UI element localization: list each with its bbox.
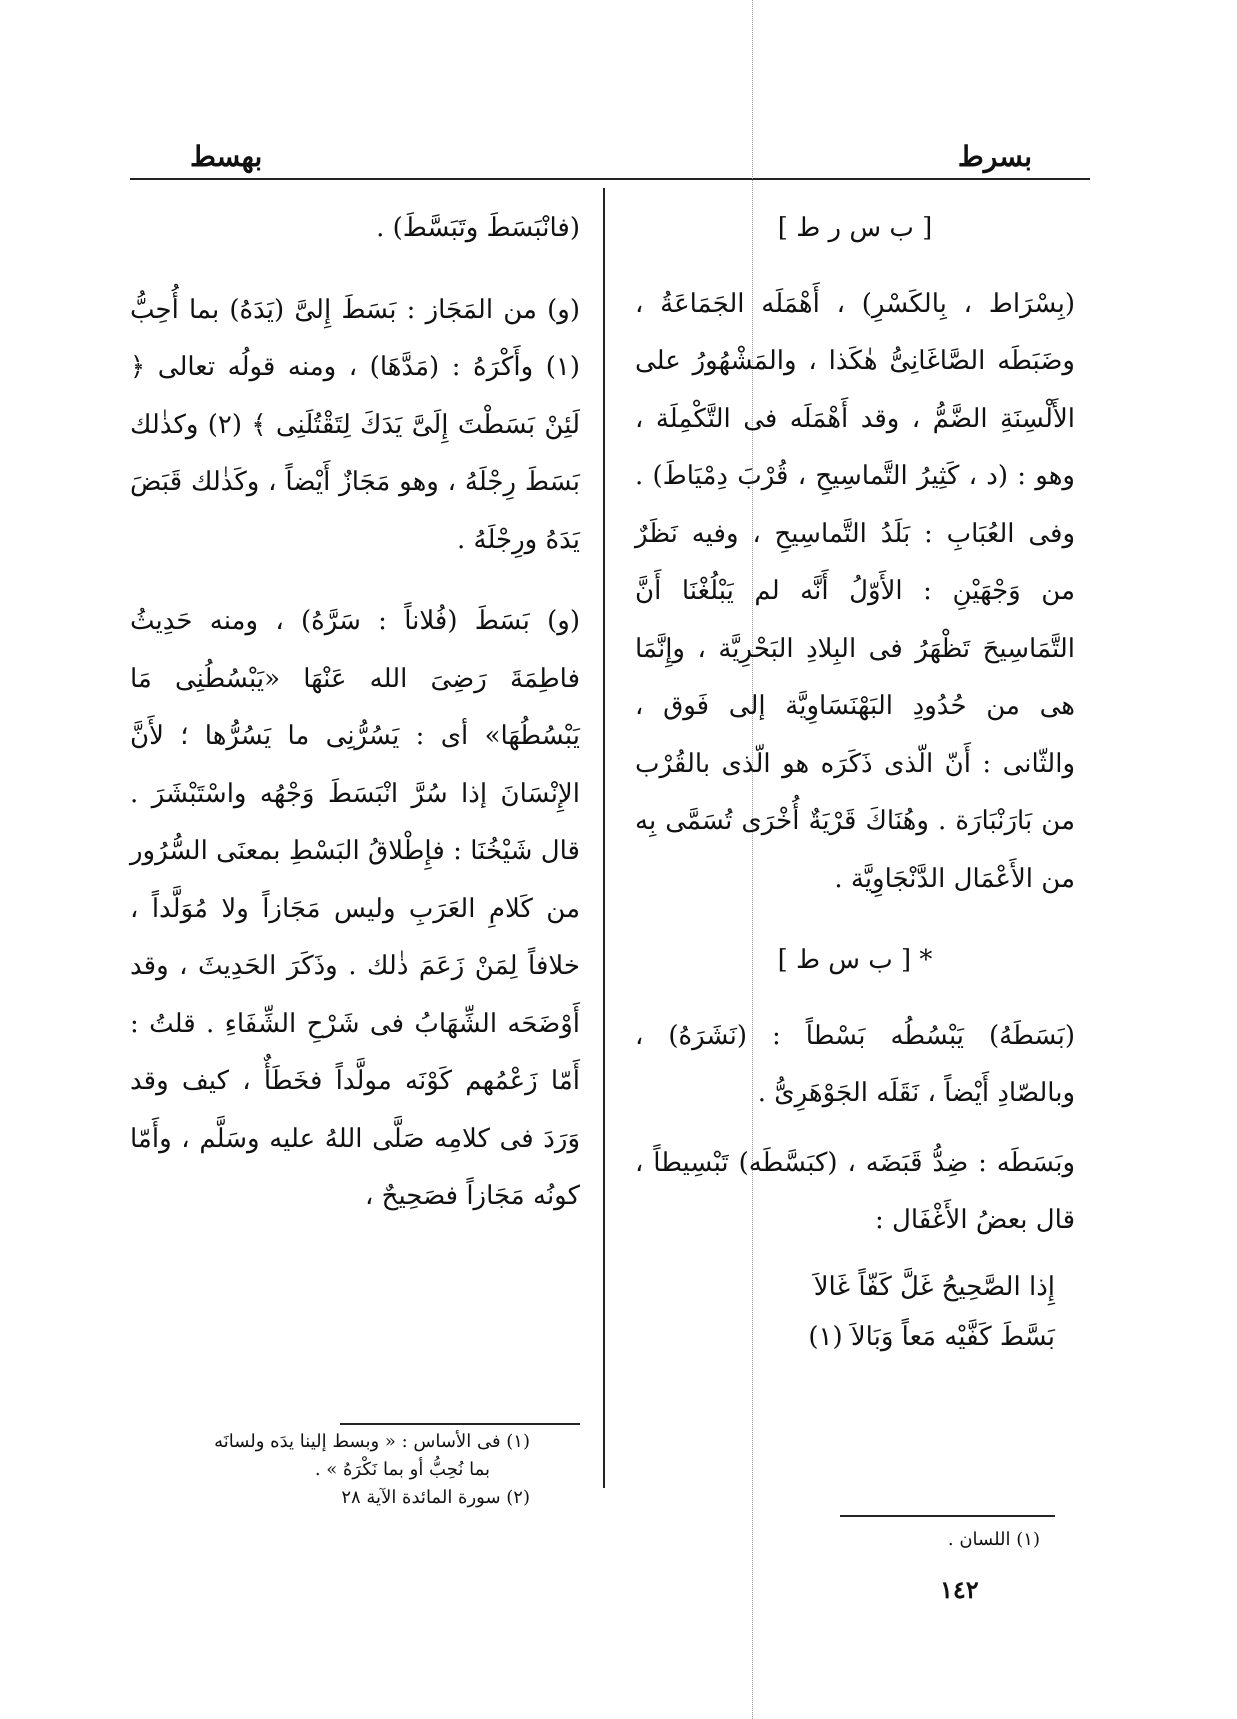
page-number: ١٤٢ [940,1575,979,1604]
footnote-1-line-2: بما نُحِبُّ أو بما نَكْرَهُ » . [314,1459,490,1480]
verse-line-2: بَسَّطَ كَفَّيْه مَعاً وَبَالاَ (١) [808,1321,1055,1352]
header-rule [130,178,1090,180]
entry-heading-bsrt: [ ب س ر ط ] [777,213,933,243]
entry-text-bsrt: (بِسْرَاط ، بِالكَسْرِ) ، أَهْمَلَه الجَمَاعَةُ ، وضَبَطَه الصَّاغَانِىُّ هٰكَذا ، والمَشْهُورُ على الأَلْسِنَةِ الضَّمُّ ، وقد أَهْمَلَه فى التَّكْمِلَة ، وهو : (د ، كَثِيرُ التَّماسِيحِ ، قُرْبَ دِمْيَاطَ) . وفى العُبَابِ : بَلَدُ التَّماسِيحِ ، وفيه نَظَرٌ من وَجْهَيْنِ : الأَوّلُ أَنَّه لم يَبْلُغْنَا أَنَّ التَّمَاسِيحَ تَظْهَرُ فى البِلادِ البَحْرِيَّة ، وإِنَّمَا هى من حُدُودِ البَهْنَسَاوِيَّة إلى فَوق ، والثّانى : أَنّ الّذى ذَكَرَه هو الّذى بالقُرْب من بَارَنْبَارَة . وهُنَاكَ قَرْيَةٌ أُخْرَى تُسَمَّى بِه من الأَعْمَال الدَّنْجَاوِيَّة . [635,288,1075,894]
header-root-left: بهسط [190,140,263,173]
footnotes-right [840,1526,1040,1554]
footnote-rule-left [340,1423,580,1425]
left-paragraph-1: (فانْبَسَطَ وتَبَسَّطَ) . [376,213,580,243]
footnote-rule-right [840,1515,1055,1517]
left-paragraph-3: (و) بَسَطَ (فُلاناً : سَرَّهُ) ، ومنه حَدِيثُ فاطِمَةَ رَضِىَ الله عَنْهَا «يَبْسُطُنِى مَا يَبْسُطُهَا» أى : يَسُرُّنِى ما يَسُرُّها ؛ لأَنَّ الإِنْسَانَ إذا سُرَّ انْبَسَطَ وَجْهُه واسْتَبْشَرَ . قال شَيْخُنَا : فإِطْلاقُ البَسْطِ بمعنَى السُّرُور من كَلامِ العَرَبِ وليس مَجَازاً ولا مُوَلَّداً ، خلافاً لِمَنْ زَعَمَ ذٰلك . وذَكَرَ الحَدِيثَ ، وقد أَوْضَحَه الشِّهَابُ فى شَرْحِ الشِّفَاءِ . قلتُ : أَمّا زَعْمُهم كَوْنَه مولَّداً فخَطَأٌ ، كيف وقد وَرَدَ فى كلامِه صَلَّى اللهُ عليه وسَلَّم ، وأَمّا كونُه مَجَازاً فصَحِيحٌ ، [130,606,580,1211]
footnote-right-1: (١) اللسان . [947,1529,1040,1550]
verse-line-1: إِذا الصَّحِيحُ غَلَّ كَفّاً غَالاَ [813,1271,1055,1302]
verse [635,1262,1075,1362]
left-paragraph-2: (و) من المَجَاز : بَسَطَ إِلىَّ (يَدَهُ) بما أُحِبُّ (١) وأَكْرَهُ : (مَدَّهَا) ، ومنه قولُه تعالى ﴿ لَئِنْ بَسَطْتَ إِلَىَّ يَدَكَ لِتَقْتُلَنِى ﴾ (٢) وكذٰلك بَسَطَ رِجْلَهُ ، وهو مَجَازٌ أَيْضاً ، وكَذٰلك قَبَضَ يَدَهُ ورِجْلَهُ . [130,294,580,555]
right-column [635,200,1075,1362]
footnote-1-line-1: (١) فى الأساس : « وبسط إلينا يدَه ولسانَه [214,1431,530,1452]
header-root-right: بسرط [957,140,1032,173]
left-column [130,200,580,1226]
footnotes-left [130,1428,530,1512]
entry-text-bst-1: (بَسَطَهُ) يَبْسُطُه بَسْطاً : (نَشَرَهُ) ، وبالصّادِ أَيْضاً ، نَقَلَه الجَوْهَرِىُّ . [635,1020,1075,1108]
footnote-2: (٢) سورة المائدة الآية ٢٨ [341,1487,530,1508]
column-divider [603,188,605,1488]
entry-heading-bst: * [ ب س ط ] [777,945,933,975]
entry-text-bst-2: وبَسَطَه : ضِدُّ قَبَضَه ، (كبَسَّطَه) تَبْسِيطاً ، قال بعضُ الأَغْفَال : [635,1147,1075,1235]
